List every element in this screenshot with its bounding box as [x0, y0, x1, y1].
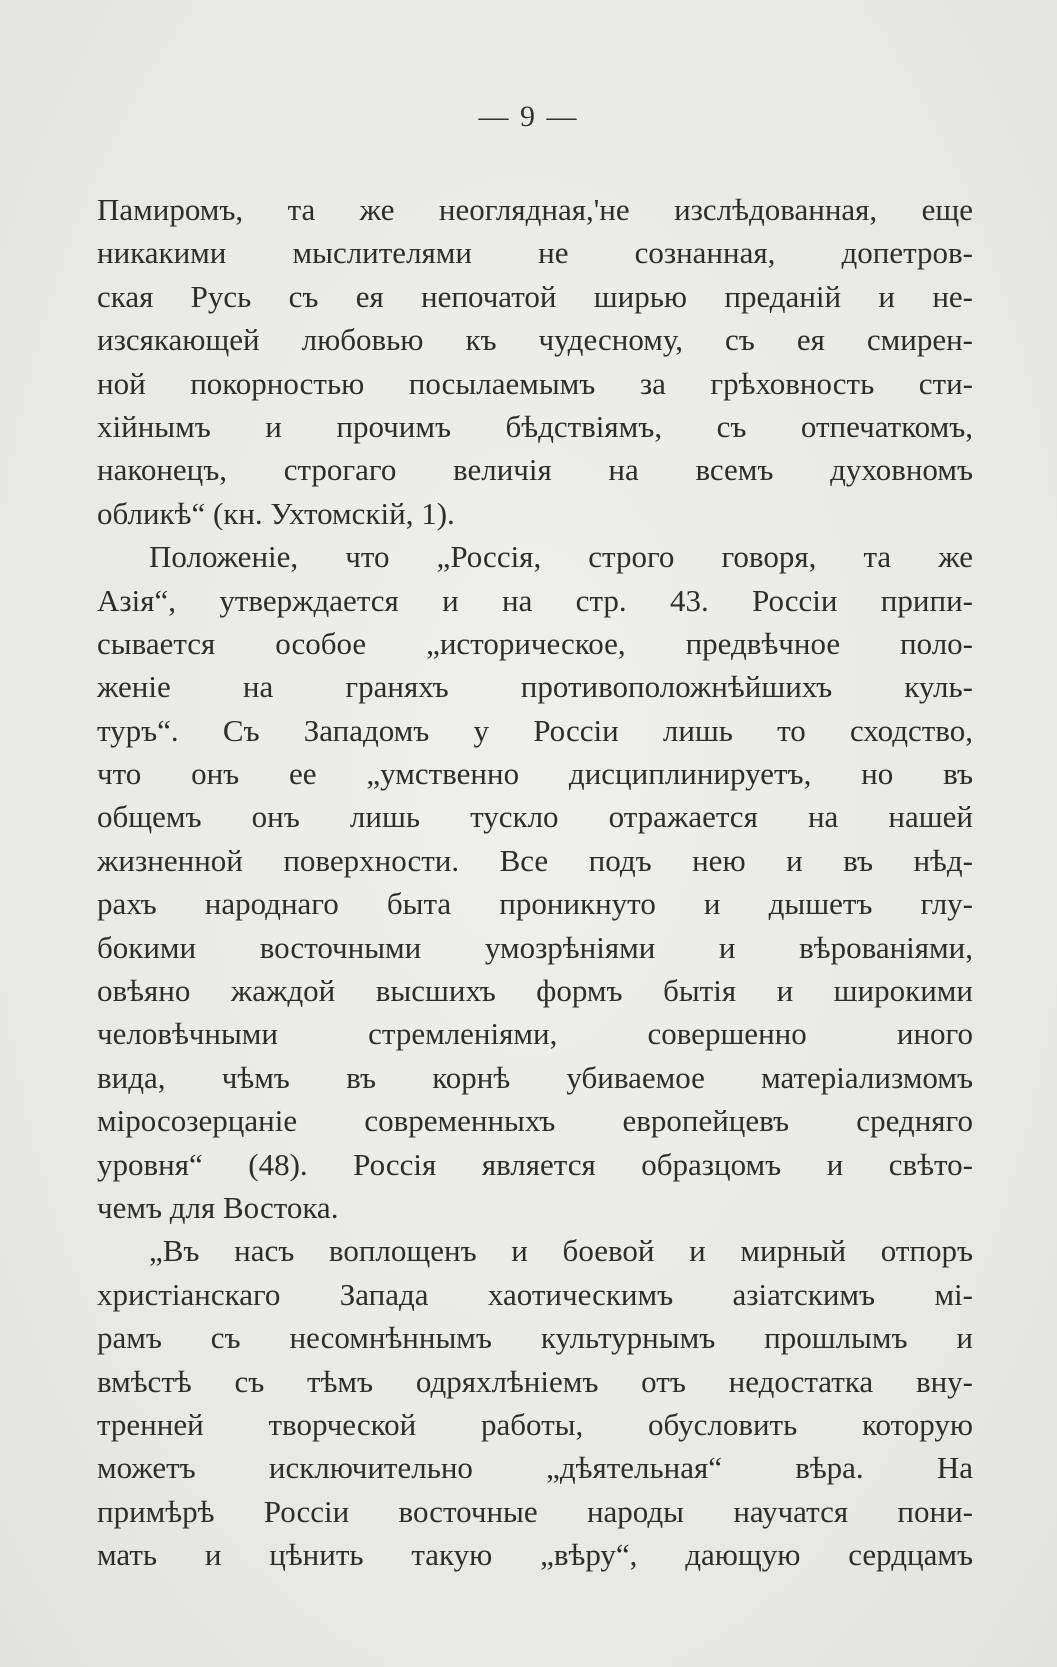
text-line: вида, чѣмъ въ корнѣ убиваемое матеріализмомъ	[97, 1059, 973, 1095]
text-line: хійнымъ и прочимъ бѣдствіямъ, съ отпечаткомъ,	[97, 408, 973, 444]
text-line: общемъ онъ лишь тускло отражается на нашей	[97, 799, 973, 835]
text-line: сывается особое „историческое, предвѣчное поло-	[97, 625, 973, 661]
text-line: женіе на граняхъ противоположнѣйшихъ куль-	[97, 669, 973, 705]
text-line: рамъ съ несомнѣннымъ культурнымъ прошлымъ и	[97, 1320, 973, 1356]
text-line: можетъ исключительно „дѣятельная“ вѣра. На	[97, 1450, 973, 1486]
text-line: изсякающей любовью къ чудесному, съ ея смирен-	[97, 322, 973, 358]
text-line: бокими восточными умозрѣніями и вѣрованіями,	[97, 929, 973, 965]
text-line: наконецъ, строгаго величія на всемъ духовномъ	[97, 452, 973, 488]
text-line: Положеніе, что „Россія, строго говоря, та же	[149, 539, 973, 575]
text-line: мать и цѣнить такую „вѣру“, дающую сердцамъ	[97, 1537, 973, 1573]
page-number: — 9 —	[478, 100, 579, 133]
text-line: ская Русь съ ея непочатой ширью преданій и не-	[97, 278, 973, 314]
text-line: обликѣ“ (кн. Ухтомскій, 1).	[97, 495, 455, 531]
text-line: что онъ ее „умственно дисциплинируетъ, но въ	[97, 756, 973, 792]
text-line: Азія“, утверждается и на стр. 43. Россіи припи-	[97, 582, 973, 618]
body-text	[97, 188, 973, 1577]
text-line: ной покорностью посылаемымъ за грѣховность сти-	[97, 365, 973, 401]
paragraph	[97, 188, 973, 535]
text-line: человѣчными стремленіями, совершенно иного	[97, 1016, 973, 1052]
text-line: жизненной поверхности. Все подъ нею и въ нѣд-	[97, 842, 973, 878]
text-line: примѣрѣ Россіи восточные народы научатся пони-	[97, 1493, 973, 1529]
text-line: чемъ для Востока.	[97, 1189, 339, 1225]
text-line: туръ“. Съ Западомъ у Россіи лишь то сходство,	[97, 712, 973, 748]
text-line: рахъ народнаго быта проникнуто и дышетъ глу-	[97, 886, 973, 922]
text-line: овѣяно жаждой высшихъ формъ бытія и широкими	[97, 973, 973, 1009]
text-line: тренней творческой работы, обусловить которую	[97, 1406, 973, 1442]
text-line: уровня“ (48). Россія является образцомъ и свѣто-	[97, 1146, 973, 1182]
text-line: міросозерцаніе современныхъ европейцевъ средняго	[97, 1103, 973, 1139]
text-line: „Въ насъ воплощенъ и боевой и мирный отпоръ	[149, 1233, 973, 1269]
text-line: никакими мыслителями не сознанная, допетров-	[97, 235, 973, 271]
paragraph	[97, 535, 973, 1229]
text-line: вмѣстѣ съ тѣмъ одряхлѣніемъ отъ недостатка вну-	[97, 1363, 973, 1399]
text-line: христіанскаго Запада хаотическимъ азіатскимъ мі-	[97, 1276, 973, 1312]
text-line: Памиромъ, та же неоглядная,'не изслѣдованная, еще	[97, 192, 973, 227]
paragraph	[97, 1229, 973, 1576]
